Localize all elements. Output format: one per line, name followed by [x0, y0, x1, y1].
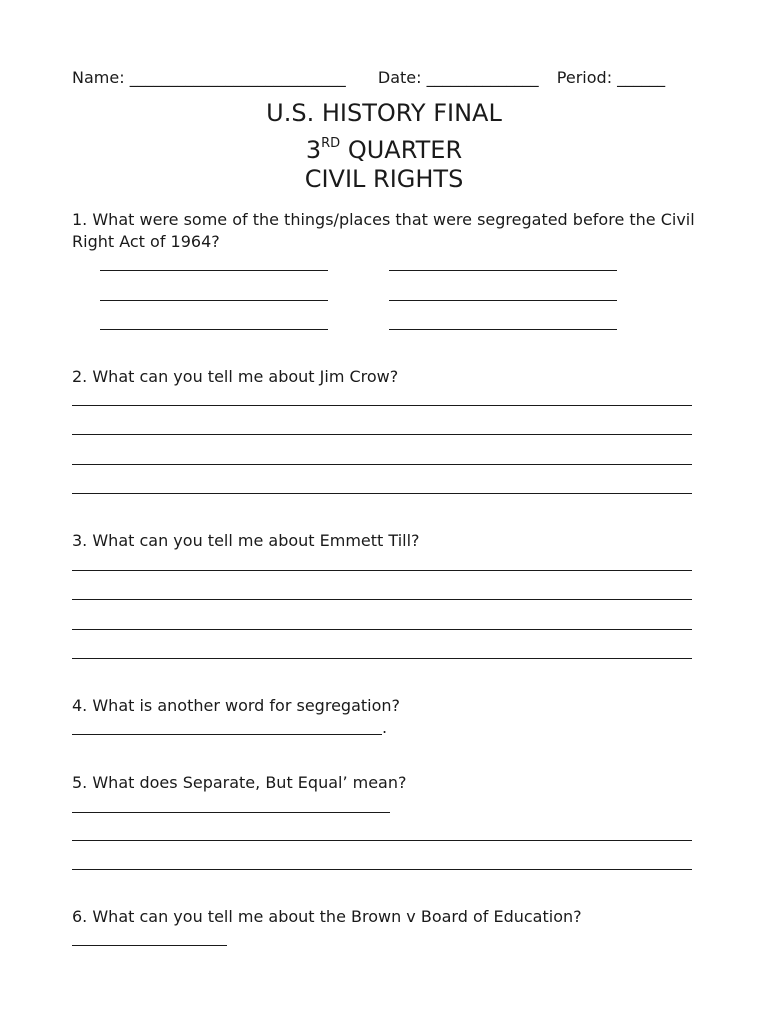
date-label: Date: [377, 68, 422, 87]
answer-line[interactable] [72, 464, 692, 465]
question-4: 4. What is another word for segregation? [72, 696, 401, 715]
student-info-header [72, 68, 665, 87]
answer-blank[interactable] [100, 329, 328, 330]
question-6: 6. What can you tell me about the Brown v Board of Education? [72, 907, 582, 926]
answer-line[interactable] [72, 812, 390, 813]
answer-line[interactable] [72, 405, 692, 406]
answer-line[interactable] [72, 434, 692, 435]
answer-period: . [382, 718, 388, 737]
quarter-number: 3 [305, 136, 322, 164]
answer-line[interactable] [72, 734, 382, 735]
quarter-suffix: RD [321, 136, 341, 151]
answer-line[interactable] [72, 599, 692, 600]
answer-line[interactable] [72, 945, 227, 946]
answer-line[interactable] [72, 658, 692, 659]
answer-line[interactable] [72, 629, 692, 630]
answer-blank[interactable] [100, 300, 328, 301]
question-2: 2. What can you tell me about Jim Crow? [72, 367, 399, 386]
question-3: 3. What can you tell me about Emmett Till? [72, 531, 420, 550]
answer-line[interactable] [72, 840, 692, 841]
name-field[interactable]: ___________________________ [129, 68, 346, 87]
answer-blank[interactable] [389, 300, 617, 301]
answer-line[interactable] [72, 869, 692, 870]
period-label: Period: [556, 68, 613, 87]
title-line-3: CIVIL RIGHTS [304, 165, 464, 193]
answer-line[interactable] [72, 493, 692, 494]
answer-blank[interactable] [389, 329, 617, 330]
answer-blank[interactable] [389, 270, 617, 271]
question-5: 5. What does Separate, But Equal’ mean? [72, 773, 407, 792]
answer-blank[interactable] [100, 270, 328, 271]
date-field[interactable]: ______________ [426, 68, 539, 87]
answer-line[interactable] [72, 570, 692, 571]
title-line-1: U.S. HISTORY FINAL [266, 99, 502, 127]
name-label: Name: [72, 68, 125, 87]
quarter-label: QUARTER [340, 136, 463, 164]
period-field[interactable]: ______ [617, 68, 666, 87]
title-line-2 [0, 130, 768, 166]
question-1: 1. What were some of the things/places that were segregated before the Civil Right Act of 1964? [72, 210, 695, 251]
